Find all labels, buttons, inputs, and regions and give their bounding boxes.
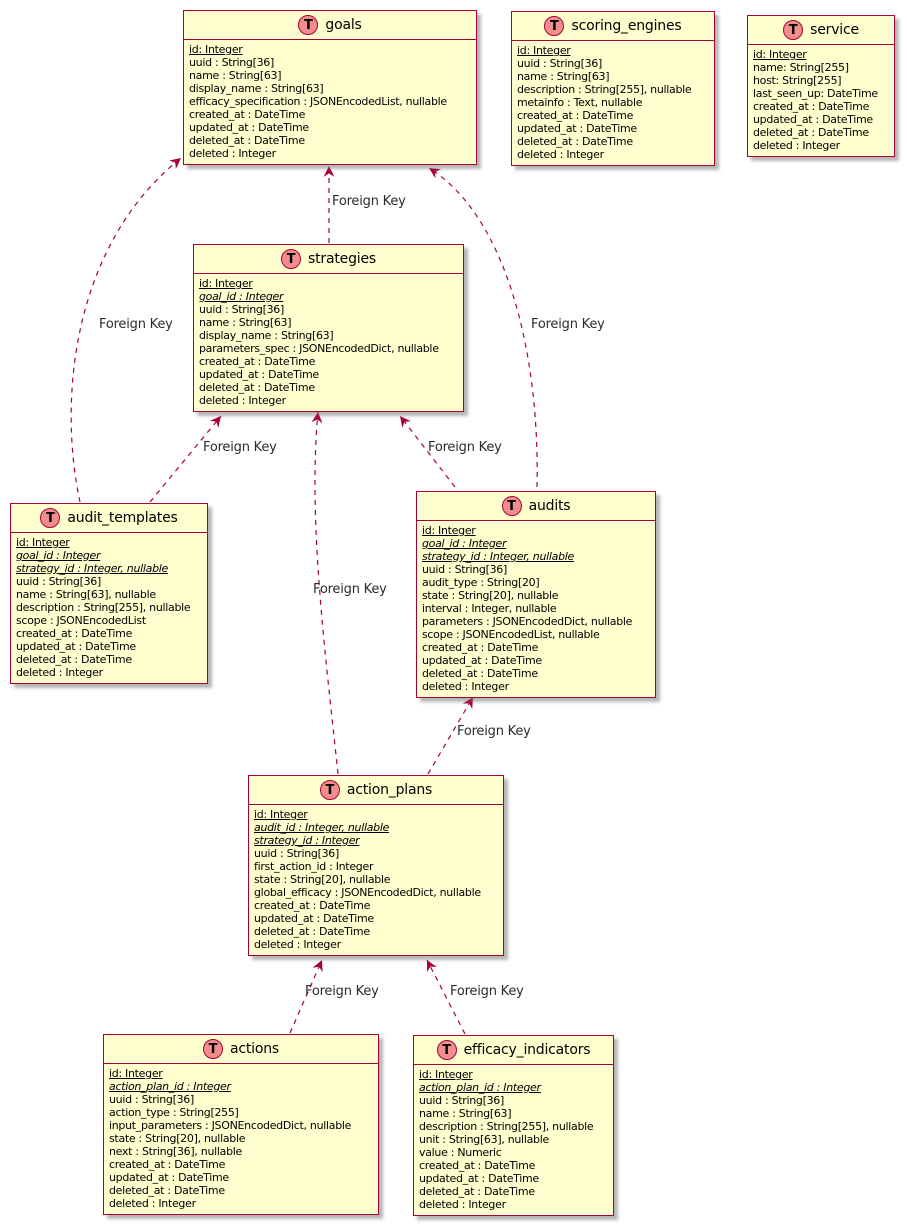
edge-label-audits-strategies: Foreign Key	[428, 440, 502, 455]
table-field: description : String[255], nullable	[517, 83, 692, 96]
table-field: updated_at : DateTime	[422, 654, 542, 667]
table-header	[11, 504, 207, 533]
table-field: created_at : DateTime	[109, 1158, 226, 1171]
table-badge-icon: T	[40, 508, 60, 528]
table-field: strategy_id : Integer	[254, 834, 360, 847]
table-field: deleted_at : DateTime	[422, 667, 538, 680]
table-field: efficacy_specification : JSONEncodedList, nullable	[189, 95, 447, 108]
table-field: created_at : DateTime	[517, 109, 634, 122]
table-service	[747, 15, 895, 157]
table-field: uuid : String[36]	[254, 847, 339, 860]
table-field: display_name : String[63]	[189, 82, 324, 95]
table-field: strategy_id : Integer, nullable	[16, 562, 168, 575]
edge-label-action_plans-strategies: Foreign Key	[313, 582, 387, 597]
table-field: created_at : DateTime	[16, 627, 133, 640]
table-field: last_seen_up: DateTime	[753, 87, 878, 100]
table-field: scope : JSONEncodedList	[16, 614, 146, 627]
table-field: audit_id : Integer, nullable	[254, 821, 390, 834]
table-field: deleted_at : DateTime	[517, 135, 633, 148]
table-field: deleted : Integer	[753, 139, 840, 152]
table-field: interval : Integer, nullable	[422, 602, 557, 615]
table-field: strategy_id : Integer, nullable	[422, 550, 574, 563]
table-field: state : String[20], nullable	[422, 589, 559, 602]
table-field: metainfo : Text, nullable	[517, 96, 643, 109]
table-field: id: Integer	[419, 1068, 473, 1081]
table-title: action_plans	[346, 782, 433, 798]
table-field: id: Integer	[753, 48, 807, 61]
table-fields	[184, 40, 476, 164]
table-field: name : String[63]	[517, 70, 610, 83]
table-field: created_at : DateTime	[254, 899, 371, 912]
table-field: deleted_at : DateTime	[753, 126, 869, 139]
table-field: created_at : DateTime	[753, 100, 870, 113]
table-header	[184, 11, 476, 40]
table-field: created_at : DateTime	[189, 108, 306, 121]
table-field: name : String[63], nullable	[16, 588, 156, 601]
table-field: deleted : Integer	[254, 938, 341, 951]
table-header	[748, 16, 894, 45]
table-title: audit_templates	[67, 510, 178, 526]
table-field: id: Integer	[199, 277, 253, 290]
table-field: first_action_id : Integer	[254, 860, 374, 873]
table-field: parameters_spec : JSONEncodedDict, nullable	[199, 342, 439, 355]
table-title: goals	[325, 17, 362, 33]
table-fields	[104, 1064, 378, 1214]
table-field: id: Integer	[109, 1067, 163, 1080]
table-field: deleted : Integer	[109, 1197, 196, 1210]
table-audit_templates	[10, 503, 208, 684]
table-badge-icon: T	[437, 1040, 457, 1060]
table-header	[104, 1035, 378, 1064]
table-field: deleted : Integer	[199, 394, 286, 407]
table-field: deleted_at : DateTime	[199, 381, 315, 394]
table-fields	[249, 805, 503, 955]
table-field: unit : String[63], nullable	[419, 1133, 549, 1146]
table-title: efficacy_indicators	[463, 1042, 591, 1058]
table-header	[249, 776, 503, 805]
table-title: service	[810, 22, 859, 38]
table-field: id: Integer	[189, 43, 243, 56]
table-field: action_type : String[255]	[109, 1106, 239, 1119]
table-field: state : String[20], nullable	[109, 1132, 246, 1145]
table-field: next : String[36], nullable	[109, 1145, 242, 1158]
table-field: uuid : String[36]	[517, 57, 602, 70]
table-header	[194, 245, 463, 274]
table-field: state : String[20], nullable	[254, 873, 391, 886]
table-field: updated_at : DateTime	[199, 368, 319, 381]
table-field: input_parameters : JSONEncodedDict, nullable	[109, 1119, 352, 1132]
table-field: updated_at : DateTime	[189, 121, 309, 134]
table-field: action_plan_id : Integer	[109, 1080, 231, 1093]
edge-label-strategies-goals: Foreign Key	[332, 194, 406, 209]
table-badge-icon: T	[298, 15, 318, 35]
table-field: parameters : JSONEncodedDict, nullable	[422, 615, 633, 628]
table-field: id: Integer	[422, 524, 476, 537]
table-header	[417, 492, 655, 521]
table-badge-icon: T	[544, 16, 564, 36]
table-field: host: String[255]	[753, 74, 842, 87]
table-field: uuid : String[36]	[419, 1094, 504, 1107]
table-field: uuid : String[36]	[199, 303, 284, 316]
table-scoring_engines	[511, 11, 715, 166]
table-field: deleted_at : DateTime	[419, 1185, 535, 1198]
table-field: name : String[63]	[189, 69, 282, 82]
table-fields	[512, 41, 714, 165]
table-field: uuid : String[36]	[422, 563, 507, 576]
table-field: updated_at : DateTime	[254, 912, 374, 925]
table-field: uuid : String[36]	[109, 1093, 194, 1106]
table-fields	[414, 1065, 613, 1215]
edge-label-actions-action_plans: Foreign Key	[305, 984, 379, 999]
table-field: id: Integer	[16, 536, 70, 549]
table-field: goal_id : Integer	[422, 537, 507, 550]
table-field: updated_at : DateTime	[753, 113, 873, 126]
table-field: uuid : String[36]	[189, 56, 274, 69]
table-badge-icon: T	[783, 20, 803, 40]
table-title: strategies	[308, 251, 376, 267]
table-field: value : Numeric	[419, 1146, 502, 1159]
table-field: name: String[255]	[753, 61, 849, 74]
table-field: name : String[63]	[199, 316, 292, 329]
table-fields	[748, 45, 894, 156]
table-field: description : String[255], nullable	[16, 601, 191, 614]
table-fields	[11, 533, 207, 683]
table-audits	[416, 491, 656, 698]
table-strategies	[193, 244, 464, 412]
edge-label-audit_templates-goals: Foreign Key	[99, 317, 173, 332]
fk-edge-audit_templates-strategies	[150, 416, 221, 502]
table-field: deleted : Integer	[422, 680, 509, 693]
table-field: deleted : Integer	[419, 1198, 506, 1211]
table-field: created_at : DateTime	[419, 1159, 536, 1172]
table-field: created_at : DateTime	[199, 355, 316, 368]
table-title: actions	[230, 1041, 279, 1057]
table-field: deleted : Integer	[16, 666, 103, 679]
table-efficacy_indicators	[413, 1035, 614, 1216]
table-field: deleted_at : DateTime	[16, 653, 132, 666]
table-badge-icon: T	[320, 780, 340, 800]
table-field: audit_type : String[20]	[422, 576, 540, 589]
table-field: display_name : String[63]	[199, 329, 334, 342]
table-field: updated_at : DateTime	[109, 1171, 229, 1184]
edge-label-audits-goals: Foreign Key	[531, 317, 605, 332]
table-badge-icon: T	[281, 249, 301, 269]
table-fields	[417, 521, 655, 697]
table-field: action_plan_id : Integer	[419, 1081, 541, 1094]
table-field: deleted : Integer	[517, 148, 604, 161]
table-title: scoring_engines	[571, 18, 682, 34]
table-field: goal_id : Integer	[16, 549, 101, 562]
table-field: updated_at : DateTime	[419, 1172, 539, 1185]
edge-label-audit_templates-strategies: Foreign Key	[203, 440, 277, 455]
table-field: deleted_at : DateTime	[109, 1184, 225, 1197]
table-field: deleted_at : DateTime	[254, 925, 370, 938]
table-field: id: Integer	[517, 44, 571, 57]
table-field: id: Integer	[254, 808, 308, 821]
table-field: updated_at : DateTime	[16, 640, 136, 653]
table-field: goal_id : Integer	[199, 290, 284, 303]
table-field: description : String[255], nullable	[419, 1120, 594, 1133]
table-field: deleted : Integer	[189, 147, 276, 160]
table-field: uuid : String[36]	[16, 575, 101, 588]
table-header	[414, 1036, 613, 1065]
table-header	[512, 12, 714, 41]
table-actions	[103, 1034, 379, 1215]
table-title: audits	[528, 498, 571, 514]
table-field: created_at : DateTime	[422, 641, 539, 654]
table-field: deleted_at : DateTime	[189, 134, 305, 147]
edge-label-efficacy_indicators-action_plans: Foreign Key	[450, 984, 524, 999]
table-badge-icon: T	[203, 1039, 223, 1059]
edge-label-action_plans-audits: Foreign Key	[457, 724, 531, 739]
table-field: scope : JSONEncodedList, nullable	[422, 628, 600, 641]
table-field: name : String[63]	[419, 1107, 512, 1120]
table-field: updated_at : DateTime	[517, 122, 637, 135]
table-action_plans	[248, 775, 504, 956]
table-goals	[183, 10, 477, 165]
table-badge-icon: T	[502, 496, 522, 516]
table-field: global_efficacy : JSONEncodedDict, nullable	[254, 886, 481, 899]
table-fields	[194, 274, 463, 411]
